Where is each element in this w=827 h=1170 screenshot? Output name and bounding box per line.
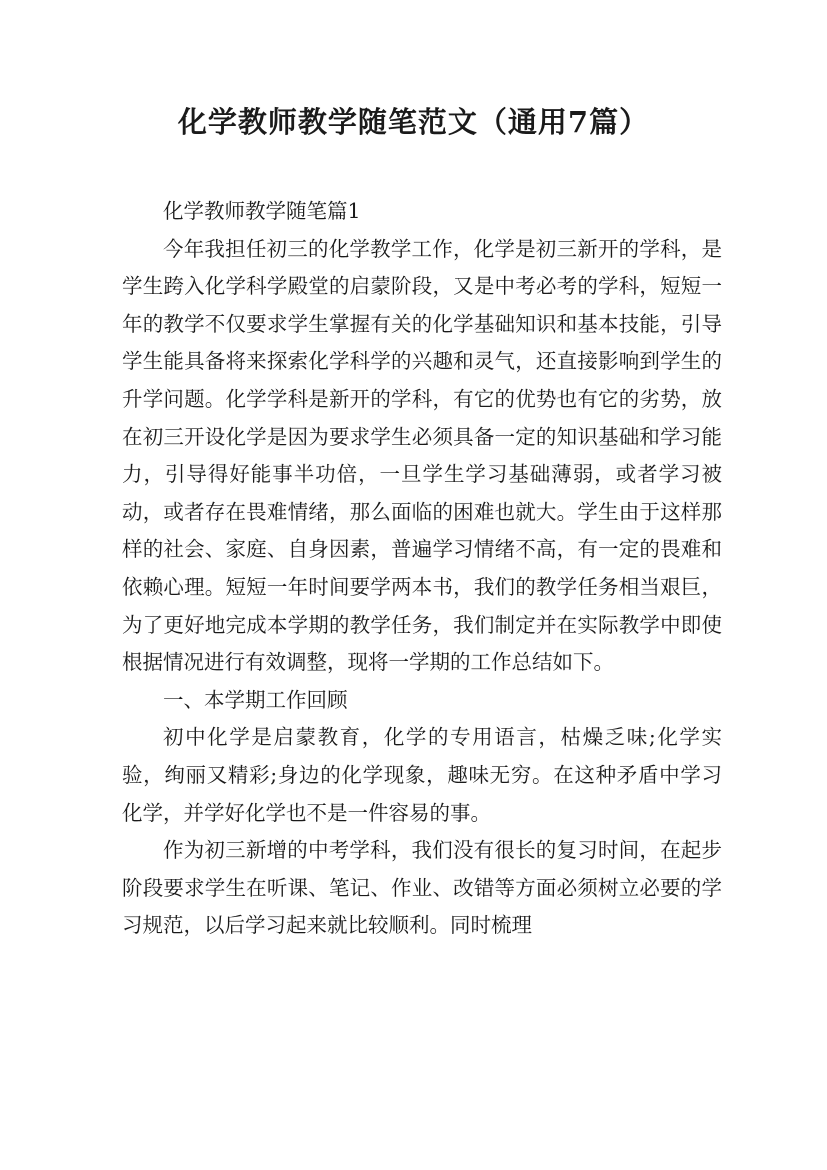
paragraph: 今年我担任初三的化学教学工作，化学是初三新开的学科，是学生跨入化学科学殿堂的启蒙阶段，又是中考必考的学科，短短一年的教学不仅要求学生掌握有关的化学基础知识和基本技能，引导学生能具备将来探索化学科学的兴趣和灵气，还直接影响到学生的升学问题。化学学科是新开的学科，有它的优势也有它的劣势，放在初三开设化学是因为要求学生必须具备一定的知识基础和学习能力，引导得好能事半功倍，一旦学生学习基础薄弱，或者学习被动，或者存在畏难情绪，那么面临的困难也就大。学生由于这样那样的社会、家庭、自身因素，普遍学习情绪不高，有一定的畏难和依赖心理。短短一年时间要学两本书，我们的教学任务相当艰巨，为了更好地完成本学期的教学任务，我们制定并在实际教学中即使根据情况进行有效调整，现将一学期的工作总结如下。 (122, 236, 722, 675)
paragraph: 作为初三新增的中考学科，我们没有很长的复习时间，在起步阶段要求学生在听课、笔记、作业、改错等方面必须树立必要的学习规范，以后学习起来就比较顺利。同时梳理 (122, 838, 722, 938)
paragraph: 初中化学是启蒙教育，化学的专用语言，枯燥乏味;化学实验，绚丽又精彩;身边的化学现象，趣味无穷。在这种矛盾中学习化学，并学好化学也不是一件容易的事。 (122, 725, 722, 825)
document-body (122, 193, 722, 945)
section-title: 化学教师教学随笔篇1 (163, 199, 361, 223)
document-title: 化学教师教学随笔范文（通用7篇） (177, 105, 650, 139)
subheading: 一、本学期工作回顾 (163, 687, 348, 712)
